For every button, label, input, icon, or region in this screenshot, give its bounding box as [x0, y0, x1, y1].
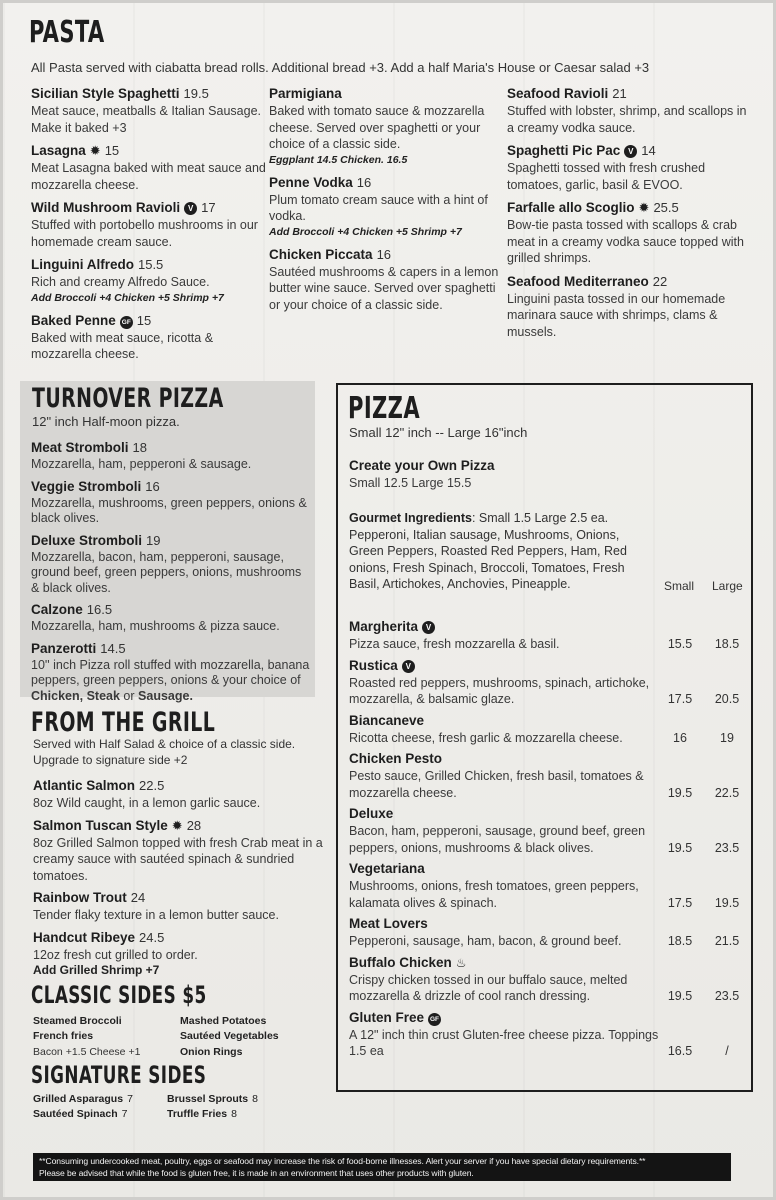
item-price: 18 [132, 440, 147, 455]
side-name: Truffle Fries [167, 1108, 228, 1121]
item-description: Roasted red peppers, mushrooms, spinach, artichoke, mozzarella, & balsamic glaze. [349, 675, 650, 706]
item-name: Linguini Alfredo [31, 257, 134, 272]
item-description [31, 658, 311, 705]
allergy-disclaimer [33, 1153, 731, 1181]
item-price: 19 [146, 532, 161, 548]
item-price: 17 [201, 200, 216, 215]
gluten-free-icon: GF [120, 316, 133, 329]
menu-item [269, 246, 504, 314]
pasta-section-title: PASTA [29, 15, 105, 50]
item-price: 16 [376, 246, 392, 262]
price-large: 22.5 [714, 785, 740, 800]
item-price: 16.5 [86, 602, 113, 617]
item-price: 14.5 [100, 640, 126, 656]
turnover-subtitle: 12" inch Half-moon pizza. [32, 414, 180, 429]
gluten-free-icon: GF [428, 1013, 441, 1026]
item-name: Buffalo Chicken [349, 954, 452, 970]
item-name: Spaghetti Pic Pac [507, 143, 621, 158]
item-name: Atlantic Salmon [33, 778, 136, 793]
item-addon: Eggplant 14.5 Chicken. 16.5 [269, 153, 408, 166]
side-name: Sautéed Spinach [33, 1108, 118, 1121]
pizza-list [349, 618, 749, 1064]
side-item: French fries [33, 1030, 94, 1043]
pizza-subtitle: Small 12" inch -- Large 16"inch [349, 425, 528, 440]
price-small: 18.5 [667, 934, 693, 948]
item-description: Mozzarella, mushrooms, green peppers, onions & black olives. [31, 495, 307, 525]
item-description: Tender flaky texture in a lemon butter sauce. [33, 908, 279, 922]
menu-item [269, 174, 504, 240]
item-name: Panzerotti [31, 640, 97, 656]
price-small: 19.5 [667, 989, 693, 1003]
side-price: 8 [231, 1108, 237, 1121]
item-name: Chicken Pesto [349, 751, 443, 766]
item-description: 8oz Grilled Salmon topped with fresh Crab meat in a creamy sauce with sautéed spinach & sundried tomatoes. [33, 835, 323, 883]
item-name: Farfalle allo Scoglio [507, 200, 635, 215]
pasta-column-2 [269, 85, 504, 319]
vegetarian-icon: V [184, 202, 197, 215]
menu-item [31, 256, 269, 306]
menu-item [507, 199, 752, 267]
side-name: Grilled Asparagus [33, 1093, 124, 1105]
item-description: Plum tomato cream sauce with a hint of vodka. [269, 192, 488, 223]
menu-item [31, 532, 311, 597]
item-name: Deluxe Stromboli [31, 532, 143, 548]
item-description: Baked with tomato sauce & mozzarella cheese. Served over spaghetti or your choice of a classic side. [269, 104, 485, 151]
pizza-item [349, 712, 749, 747]
item-description: Sautéed mushrooms & capers in a lemon butter wine sauce. Served over spaghetti or your choice of a classic side. [269, 264, 499, 312]
classic-sides-title: CLASSIC SIDES $5 [31, 981, 207, 1009]
item-name: Penne Vodka [269, 174, 353, 190]
menu-item [31, 199, 269, 250]
item-name: Biancaneve [349, 712, 425, 728]
item-name: Create your Own Pizza [349, 458, 495, 473]
menu-item [31, 312, 269, 363]
disclaimer-line-2: Please be advised that while the food is gluten free, it is made in an environment that uses other products with gluten. [39, 1168, 474, 1178]
pizza-item [349, 618, 749, 653]
side-item [33, 1092, 133, 1107]
column-header-small: Small [664, 579, 695, 593]
pizza-item [349, 1009, 749, 1060]
price-large: 20.5 [714, 692, 740, 706]
gourmet-label: Gourmet Ingredients [349, 511, 472, 525]
menu-item [33, 929, 323, 979]
menu-item [31, 601, 311, 635]
turnover-section-title: TURNOVER PIZZA [32, 383, 224, 414]
side-item [167, 1092, 258, 1107]
menu-item [33, 889, 323, 924]
create-your-own-pizza [349, 458, 649, 492]
item-description: Crispy chicken tossed in our buffalo sauce, melted mozzarella & drizzle of cool ranch dressing. [349, 972, 628, 1003]
side-item [33, 1107, 133, 1122]
side-price: 7 [127, 1093, 133, 1105]
item-addon: Add Broccoli +4 Chicken +5 Shrimp +7 [31, 291, 224, 304]
vegetarian-icon: V [402, 660, 415, 673]
item-description: A 12" inch thin crust Gluten-free cheese pizza. Toppings 1.5 ea [349, 1027, 659, 1058]
price-large: 19 [720, 730, 734, 745]
price-small: 16.5 [667, 1044, 693, 1058]
menu-item [31, 439, 311, 473]
menu-item [507, 85, 752, 136]
item-price: 16 [356, 174, 372, 190]
item-name: Chicken Piccata [269, 246, 373, 262]
item-addon: Add Broccoli +4 Chicken +5 Shrimp +7 [269, 225, 462, 238]
side-addon: Bacon +1.5 Cheese +1 [33, 1045, 141, 1058]
item-description: Small 12.5 Large 15.5 [349, 476, 472, 490]
item-name: Wild Mushroom Ravioli [31, 200, 181, 215]
price-large: 23.5 [714, 840, 740, 855]
item-description: Stuffed with lobster, shrimp, and scallops in a creamy vodka sauce. [507, 104, 747, 135]
menu-item [31, 478, 311, 527]
panzerotti-or: or [123, 688, 135, 703]
item-name: Deluxe [349, 806, 394, 821]
item-description: Ricotta cheese, fresh garlic & mozzarella cheese. [349, 730, 623, 745]
item-description: Linguini pasta tossed in our homemade marinara sauce with shrimps, clams & mussels. [507, 291, 726, 339]
menu-item [33, 817, 323, 885]
item-description: Mozzarella, ham, mushrooms & pizza sauce. [31, 619, 280, 633]
item-description: Mushrooms, onions, fresh tomatoes, green peppers, kalamata olives & spinach. [349, 879, 639, 910]
item-description: Meat Lasagna baked with meat sauce and mozzarella cheese. [31, 161, 266, 192]
side-price: 7 [121, 1108, 128, 1121]
item-price: 15 [136, 312, 152, 328]
signature-sides-title: SIGNATURE SIDES [31, 1061, 207, 1089]
item-description: 12oz fresh cut grilled to order. [33, 947, 198, 962]
item-name: Meat Stromboli [31, 440, 129, 455]
vegetarian-icon: V [624, 145, 637, 158]
price-small: 16 [673, 730, 687, 745]
signature-star-icon: ✹ [171, 817, 183, 833]
signature-star-icon: ✹ [89, 143, 101, 158]
menu-item [31, 85, 269, 136]
price-small: 15.5 [667, 637, 693, 651]
price-large: 18.5 [714, 637, 740, 651]
item-name: Meat Lovers [349, 916, 428, 931]
signature-sides-column-1 [33, 1092, 133, 1123]
item-name: Rainbow Trout [33, 890, 127, 905]
classic-sides-column-1 [33, 1014, 140, 1060]
panzerotti-option-2: Sausage. [138, 688, 193, 703]
side-item [167, 1107, 258, 1122]
price-small: 19.5 [667, 840, 693, 855]
item-name: Seafood Mediterraneo [507, 273, 649, 289]
menu-item [269, 85, 504, 168]
item-name: Margherita [349, 619, 419, 634]
pizza-item [349, 954, 749, 1005]
grill-section-title: FROM THE GRILL [31, 707, 216, 738]
price-small: 17.5 [667, 895, 693, 910]
item-price: 24.5 [139, 929, 165, 945]
column-header-large: Large [712, 579, 743, 593]
side-price: 8 [252, 1093, 258, 1105]
item-name: Vegetariana [349, 861, 425, 876]
item-name: Gluten Free [349, 1009, 425, 1025]
side-item: Mashed Potatoes [180, 1015, 267, 1027]
pizza-item [349, 750, 749, 801]
spicy-flame-icon: ♨ [455, 955, 467, 970]
item-price: 15.5 [137, 257, 164, 272]
item-description: Stuffed with portobello mushrooms in our homemade cream sauce. [31, 218, 258, 249]
menu-item [31, 142, 269, 193]
pizza-item [349, 657, 749, 708]
pizza-section-title: PIZZA [348, 391, 421, 426]
item-addon: Add Grilled Shrimp +7 [33, 963, 160, 977]
item-name: Rustica [349, 657, 398, 673]
price-small: 19.5 [667, 785, 693, 800]
price-large: / [725, 1044, 729, 1058]
menu-item [507, 273, 752, 341]
pizza-item [349, 860, 749, 911]
panzerotti-option-1: Chicken, Steak [31, 688, 120, 703]
gourmet-ingredients [349, 510, 639, 593]
item-description: 8oz Wild caught, in a lemon garlic sauce. [33, 796, 261, 810]
item-price: 21 [612, 86, 627, 101]
panzerotti-desc: 10'' inch Pizza roll stuffed with mozzarella, banana peppers, green peppers, onions & your choice of [31, 657, 310, 687]
item-description: Bacon, ham, pepperoni, sausage, ground beef, green peppers, onions, mushrooms & black olives. [349, 824, 646, 855]
item-price: 25.5 [653, 200, 679, 215]
pasta-intro: All Pasta served with ciabatta bread rolls. Additional bread +3. Add a half Maria's House or Caesar salad +3 [31, 60, 650, 75]
item-description: Rich and creamy Alfredo Sauce. [31, 275, 210, 289]
item-description: Spaghetti tossed with fresh crushed tomatoes, garlic, basil & EVOO. [507, 161, 706, 192]
item-price: 22.5 [139, 778, 165, 793]
item-name: Lasagna [31, 143, 86, 158]
price-large: 21.5 [714, 934, 740, 948]
classic-sides-column-2 [180, 1014, 279, 1060]
vegetarian-icon: V [422, 621, 435, 634]
item-name: Baked Penne [31, 312, 116, 328]
side-item: Sautéed Vegetables [180, 1030, 279, 1043]
item-price: 22 [652, 273, 668, 289]
pasta-column-1 [31, 85, 269, 369]
item-description: Mozzarella, bacon, ham, pepperoni, sausage, ground beef, green peppers, onions, mushrooms & black olives. [31, 549, 302, 595]
item-description: Baked with meat sauce, ricotta & mozzarella cheese. [31, 330, 214, 361]
disclaimer-line-1: **Consuming undercooked meat, poultry, eggs or seafood may increase the risk of food-borne illnesses. Alert your server if you have special dietary requirements.** [39, 1156, 646, 1166]
item-description: Meat sauce, meatballs & Italian Sausage. Make it baked +3 [31, 104, 261, 135]
turnover-list [31, 439, 311, 709]
signature-sides-column-2 [167, 1092, 258, 1123]
item-name: Salmon Tuscan Style [33, 817, 168, 833]
turnover-pizza-section [20, 381, 315, 703]
pizza-section [336, 383, 753, 1092]
pizza-item [349, 915, 749, 950]
signature-star-icon: ✹ [638, 200, 650, 215]
item-price: 14 [641, 143, 656, 158]
item-name: Seafood Ravioli [507, 86, 609, 101]
item-price: 19.5 [183, 86, 209, 101]
item-description: Pizza sauce, fresh mozzarella & basil. [349, 637, 560, 651]
pasta-column-3 [507, 85, 752, 346]
menu-item [33, 777, 323, 812]
item-description: Pesto sauce, Grilled Chicken, fresh basil, tomatoes & mozzarella cheese. [349, 769, 644, 800]
item-description: Pepperoni, sausage, ham, bacon, & ground beef. [349, 934, 622, 948]
item-name: Calzone [31, 602, 83, 617]
price-large: 23.5 [714, 989, 740, 1003]
item-name: Sicilian Style Spaghetti [31, 86, 180, 101]
item-price: 28 [186, 817, 202, 833]
item-price: 24 [130, 890, 146, 905]
pizza-item [349, 805, 749, 856]
side-item: Steamed Broccoli [33, 1015, 122, 1027]
side-item: Onion Rings [180, 1045, 243, 1058]
side-name: Brussel Sprouts [167, 1093, 249, 1105]
item-description: Bow-tie pasta tossed with scallops & crab meat in a creamy vodka sauce topped with grilled shrimps. [507, 218, 744, 265]
item-price: 16 [145, 478, 160, 494]
item-price: 15 [104, 143, 120, 158]
menu-item [507, 142, 752, 193]
price-large: 19.5 [714, 895, 740, 910]
item-name: Parmigiana [269, 86, 342, 101]
gourmet-text: : Small 1.5 Large 2.5 ea. Pepperoni, Italian sausage, Mushrooms, Onions, Green Peppers, Roasted Red Peppers, Ham, Red onions, Fresh Spinach, Broccoli, Tomatoes, Fresh Basil, Artichokes, Anchovies, Pineapple. [349, 511, 627, 591]
item-name: Veggie Stromboli [31, 478, 142, 494]
item-description: Mozzarella, ham, pepperoni & sausage. [31, 457, 252, 471]
item-name: Handcut Ribeye [33, 929, 136, 945]
price-small: 17.5 [667, 692, 693, 706]
grill-intro: Served with Half Salad & choice of a classic side. Upgrade to signature side +2 [33, 737, 296, 767]
menu-item [31, 640, 311, 705]
grill-list [33, 777, 323, 983]
